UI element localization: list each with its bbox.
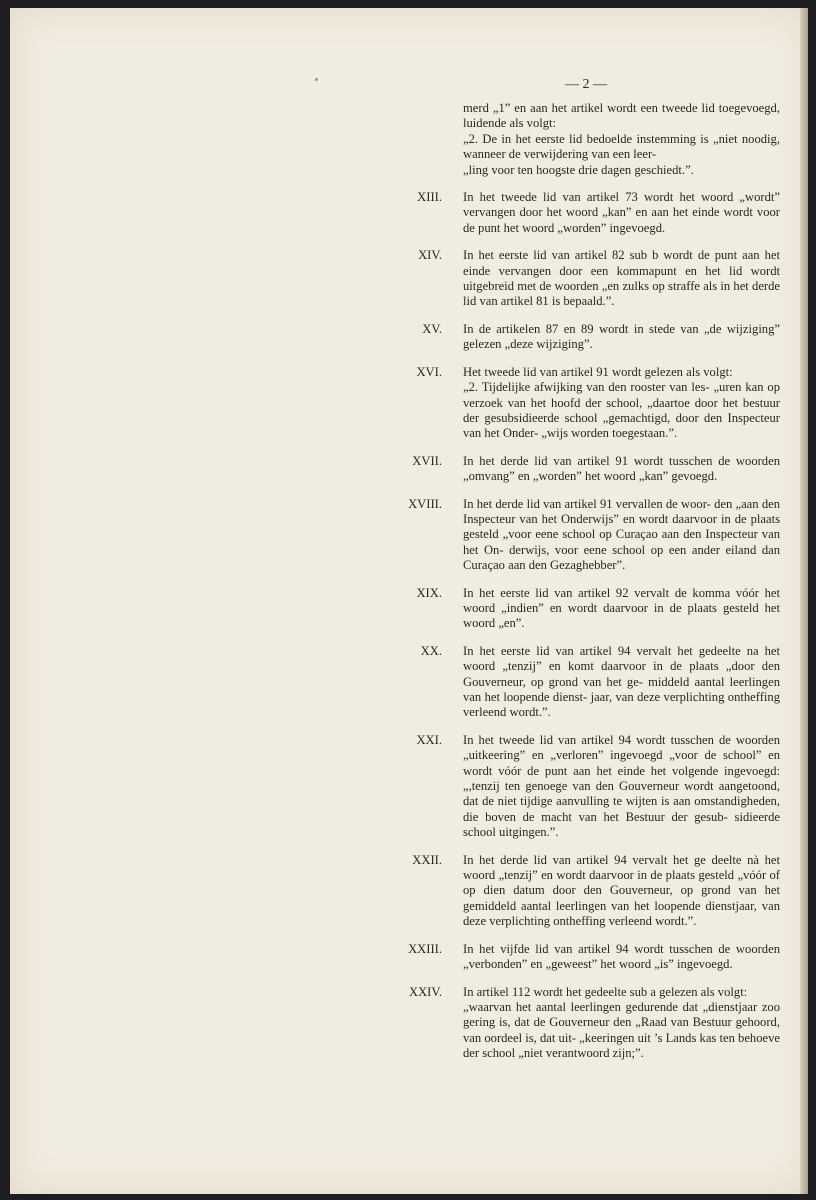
intro-line: „2. De in het eerste lid bedoelde instemming is „niet noodig, wanneer de verwijdering van een leer- (463, 131, 780, 162)
article-number: XIV. (418, 248, 442, 263)
article-text: In het tweede lid van artikel 73 wordt het woord „wordt” vervangen door het woord „kan” en aan het einde wordt voor de punt het woord „worden” ingevoegd. (463, 190, 780, 235)
paper-speck (315, 78, 318, 81)
article-number: XXII. (412, 852, 442, 867)
article-text: In het derde lid van artikel 91 vervallen de woor- den „aan den Inspecteur van het Onderwijs” en wordt daarvoor in de plaats gesteld „voor eene school op Curaçao aan den Inspecteur van het On- derwijs, voor eene school op een ander eiland dan Curaçao aan den Gezaghebber”. (463, 496, 780, 573)
article-number: XXI. (416, 732, 442, 747)
article-quote: „waarvan het aantal leerlingen gedurende dat „dienstjaar zoo gering is, dat de Gouverneur den „Raad van Bestuur gehoord, van oordeel is, dat uit- „keeringen uit ’s Lands kas ten behoeve der school „niet verantwoord zijn;”. (463, 999, 780, 1061)
article-number: XIX. (416, 585, 442, 600)
article-number: XXIV. (408, 984, 442, 999)
article-text: Het tweede lid van artikel 91 wordt gelezen als volgt: (463, 364, 733, 379)
page-content (400, 101, 780, 1062)
article-number: XXIII. (408, 941, 442, 956)
article-xiv (400, 248, 780, 310)
article-text: In het eerste lid van artikel 82 sub b wordt de punt aan het einde vervangen door een kommapunt en het lid wordt uitgebreid met de woorden „en zulks op straffe als in het derde lid van artikel 81 is bepaald.”. (463, 248, 780, 309)
article-text: In het tweede lid van artikel 94 wordt tusschen de woorden „uitkeering” en „verloren” ingevoegd „voor de school” en wordt vóór de punt aan het einde het volgende ingevoegd: „,tenzij ten genoege van den Gouverneur wordt aangetoond, dat de niet tijdige aanvulling te wijten is aan omstandigheden, die boven de macht van het Bestuur der gesub- sidieerde school uitgingen.”. (463, 732, 780, 840)
article-xxii (400, 853, 780, 930)
article-number: XV. (422, 321, 442, 336)
article-number: XVIII. (408, 496, 442, 511)
article-xx (400, 644, 780, 721)
bleed-through-title (118, 91, 125, 119)
article-number: XVI. (416, 364, 442, 379)
article-text: In het eerste lid van artikel 94 vervalt het gedeelte na het woord „tenzij” en komt daarvoor in de plaats „door den Gouverneur, op grond van het ge- middeld aantal leerlingen van het loopende dienst- jaar, van deze verplichting ontheffing verleend wordt.”. (463, 643, 780, 720)
intro-line: „ling voor ten hoogste drie dagen geschiedt.”. (463, 162, 694, 177)
page-number: — 2 — (565, 77, 607, 92)
article-text: In het vijfde lid van artikel 94 wordt tusschen de woorden „verbonden” en „geweest” het woord „is” ingevoegd. (463, 941, 780, 972)
article-xv (400, 322, 780, 353)
article-xiii (400, 190, 780, 236)
article-text: In het derde lid van artikel 94 vervalt het ge deelte nà het woord „tenzij” en wordt daarvoor in de plaats gesteld „vóór of op dien datum door den Gouverneur, op grond van het gemiddeld aantal leerlingen van het loopende dienstjaar, van deze verplichting ontheffing verleend wordt.”. (463, 852, 780, 929)
article-number: XVII. (412, 453, 442, 468)
article-xxiii (400, 942, 780, 973)
article-quote: „2. Tijdelijke afwijking van den rooster van les- „uren kan op verzoek van het hoofd der school, „daartoe door het bestuur der gesubsidieerde school „gemachtigd, door den Inspecteur van het Onder- „wijs worden toegestaan.”. (463, 380, 780, 441)
bleed-through-heading (160, 178, 166, 201)
article-text: In artikel 112 wordt het gedeelte sub a gelezen als volgt: (463, 984, 748, 999)
article-xix (400, 586, 780, 632)
article-xxi (400, 733, 780, 841)
intro-paragraph (463, 101, 780, 178)
article-xvi (400, 365, 780, 442)
page-edge (800, 8, 808, 1194)
document-page (10, 8, 808, 1194)
article-text: In het derde lid van artikel 91 wordt tusschen de woorden „omvang” en „worden” het woord „kan” gevoegd. (463, 453, 780, 484)
intro-line: merd „1” en aan het artikel wordt een tweede lid toegevoegd, luidende als volgt: (463, 101, 780, 131)
article-xxiv (400, 985, 780, 1062)
article-xviii (400, 497, 780, 574)
article-xvii (400, 454, 780, 485)
article-text: In de artikelen 87 en 89 wordt in stede van „de wijziging” gelezen „deze wijziging”. (463, 321, 780, 352)
article-text: In het eerste lid van artikel 92 vervalt de komma vóór het woord „indien” en wordt daarvoor in de plaats gesteld het woord „en”. (463, 585, 780, 631)
article-number: XIII. (417, 190, 442, 205)
article-number: XX. (420, 643, 442, 658)
